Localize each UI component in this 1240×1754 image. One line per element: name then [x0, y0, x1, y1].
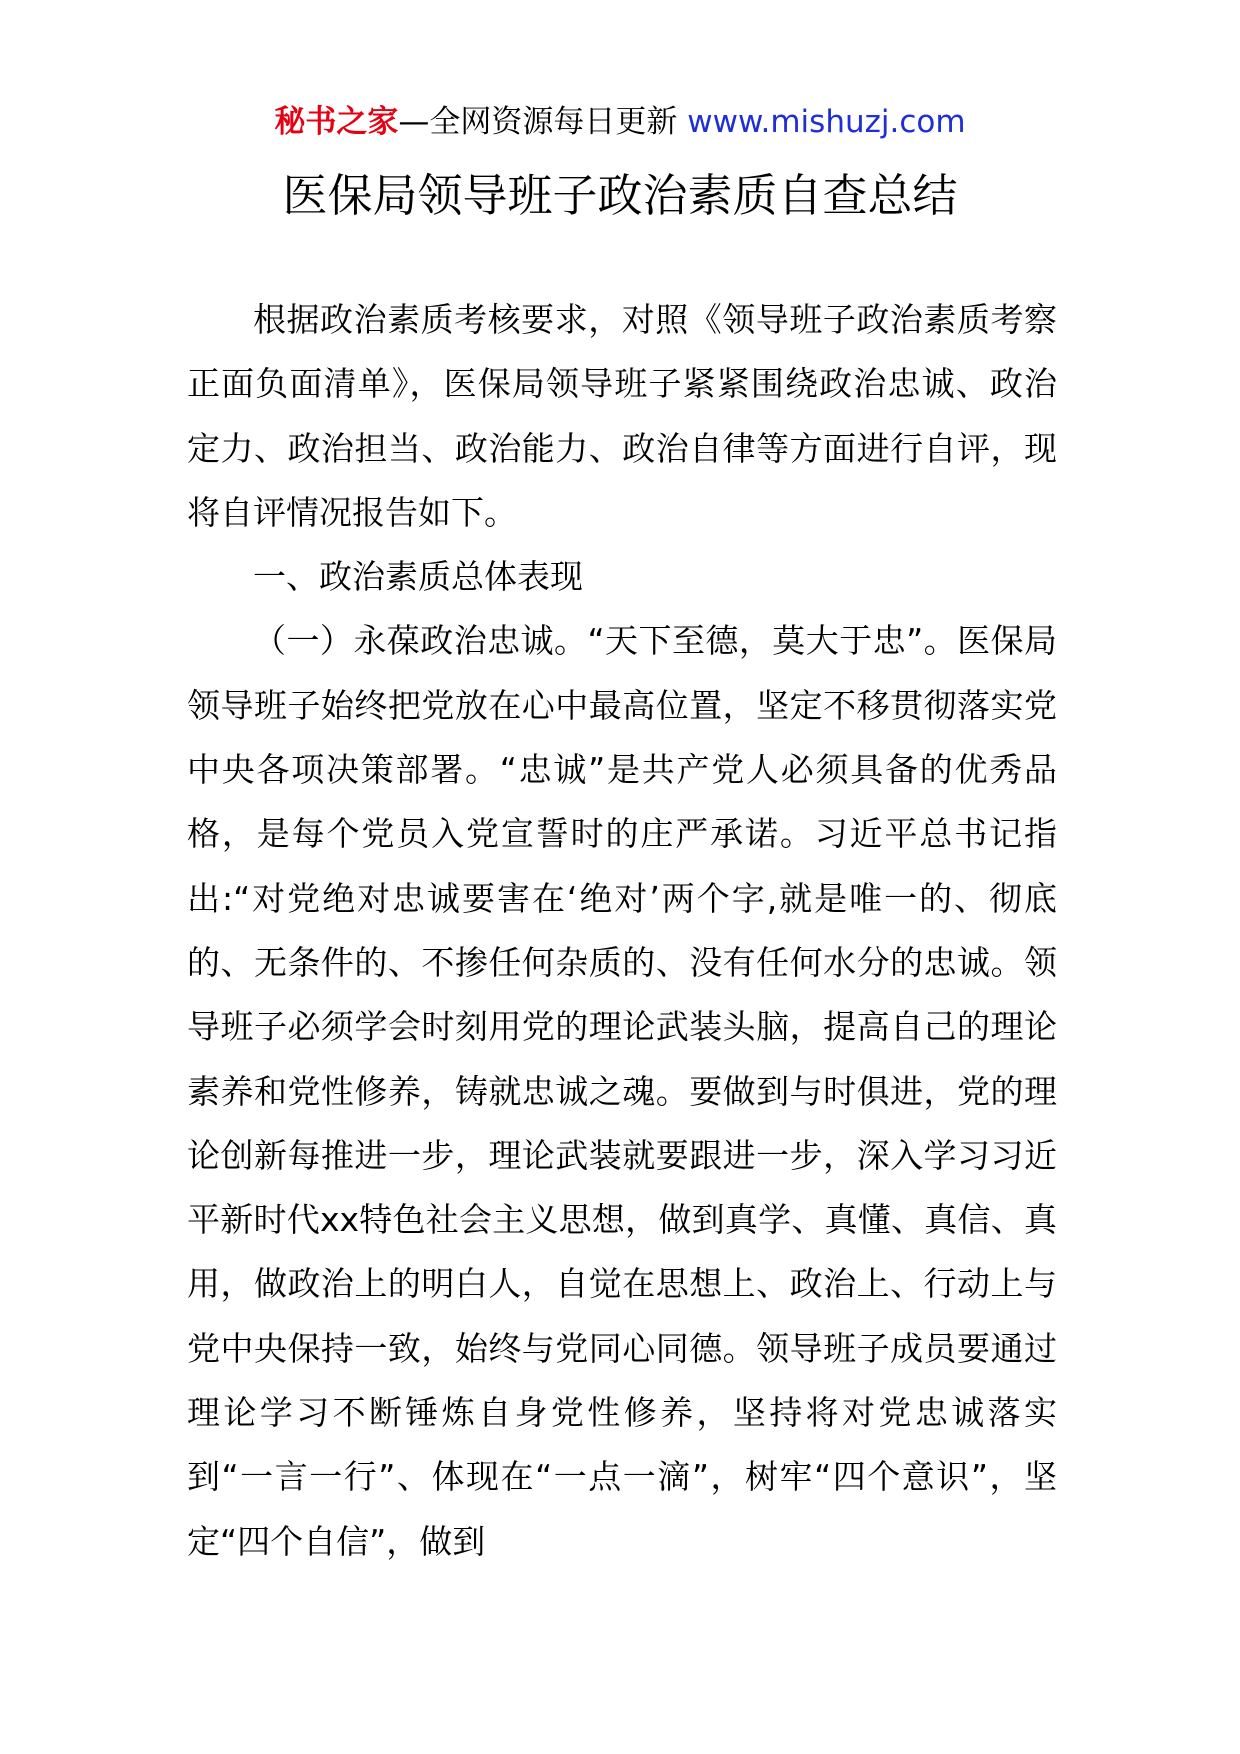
header-tagline: —全网资源每日更新: [398, 104, 678, 140]
document-body: [187, 288, 1057, 1574]
site-url[interactable]: www.mishuzj.com: [687, 104, 966, 140]
site-header: [0, 100, 1240, 144]
brand-name: 秘书之家: [274, 104, 399, 140]
body-paragraph: （一）永葆政治忠诚。“天下至德，莫大于忠”。医保局领导班子始终把党放在心中最高位置，坚定不移贯彻落实党中央各项决策部署。“忠诚”是共产党人必须具备的优秀品格，是每个党员入党宣誓时的庄严承诺。习近平总书记指出:“对党绝对忠诚要害在‘绝对’两个字,就是唯一的、彻底的、无条件的、不掺任何杂质的、没有任何水分的忠诚。领导班子必须学会时刻用党的理论武装头脑，提高自己的理论素养和党性修养，铸就忠诚之魂。要做到与时俱进，党的理论创新每推进一步，理论武装就要跟进一步，深入学习习近平新时代xx特色社会主义思想，做到真学、真懂、真信、真用，做政治上的明白人，自觉在思想上、政治上、行动上与党中央保持一致，始终与党同心同德。领导班子成员要通过理论学习不断锤炼自身党性修养，坚持将对党忠诚落实到“一言一行”、体现在“一点一滴”，树牢“四个意识”，坚定“四个自信”，做到: [187, 621, 1057, 1561]
document-title: 医保局领导班子政治素质自查总结: [282, 169, 958, 222]
intro-paragraph: 根据政治素质考核要求，对照《领导班子政治素质考察正面负面清单》，医保局领导班子紧紧围绕政治忠诚、政治定力、政治担当、政治能力、政治自律等方面进行自评，现将自评情况报告如下。: [187, 300, 1057, 532]
section-heading: 一、政治素质总体表现: [253, 557, 583, 597]
